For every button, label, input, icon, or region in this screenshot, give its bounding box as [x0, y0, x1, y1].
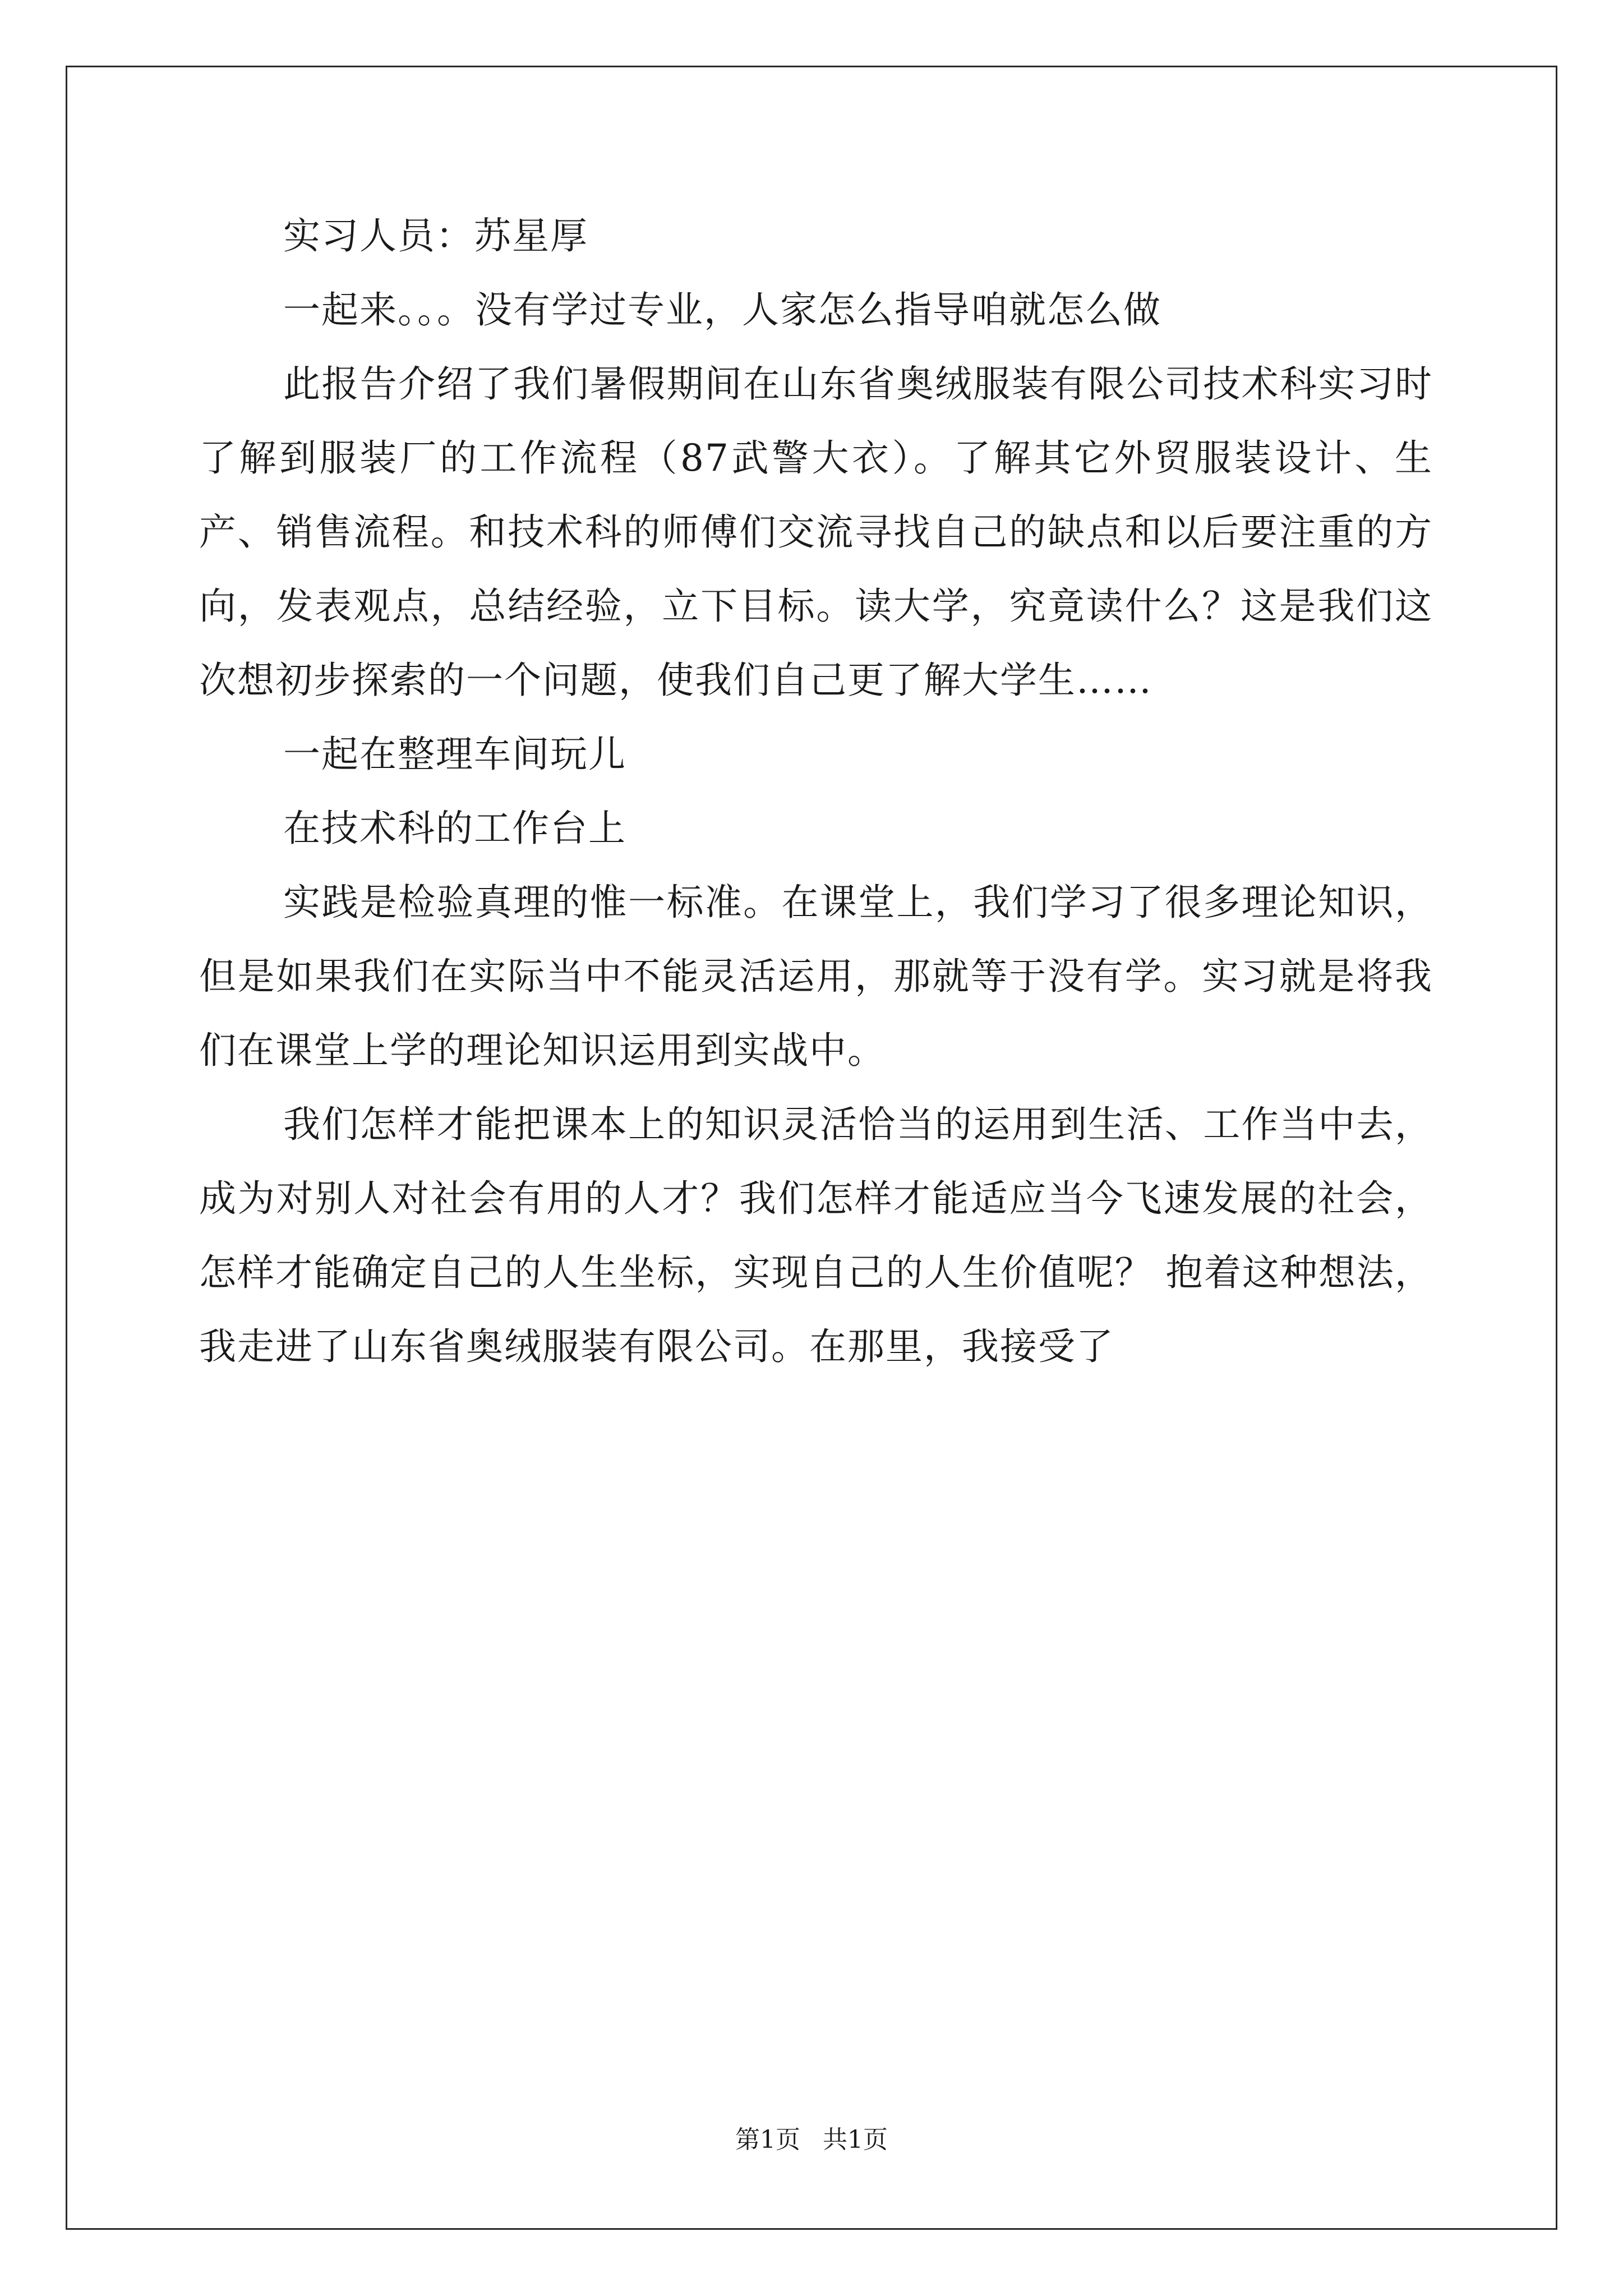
paragraph-intern-name: 实习人员：苏星厚: [283, 214, 588, 257]
page-total: 共1页: [823, 2125, 888, 2154]
paragraph-caption-workshop: 一起在整理车间玩儿: [283, 733, 626, 776]
paragraph-how-to-apply: 我们怎样才能把课本上的知识灵活恰当的运用到生活、工作当中去，成为对别人对社会有用的人才？我们怎样才能适应当今飞速发展的社会，怎样才能确定自己的人生坐标，实现自己的人生价值呢？ 抱着这种想法，我走进了山东省奥绒服装有限公司。在那里，我接受了: [199, 1103, 1433, 1368]
page-number: 第1页: [735, 2125, 800, 2154]
page-footer: [0, 2123, 1623, 2157]
paragraph-report-intro: 此报告介绍了我们暑假期间在山东省奥绒服装有限公司技术科实习时了解到服装厂的工作流程（87武警大衣）。了解其它外贸服装设计、生产、销售流程。和技术科的师傅们交流寻找自己的缺点和以后要注重的方向，发表观点，总结经验，立下目标。读大学，究竟读什么？这是我们这次想初步探索的一个问题，使我们自己更了解大学生……: [199, 362, 1433, 702]
document-body: [199, 199, 1433, 1384]
paragraph-caption-together: 一起来。。。没有学过专业，人家怎么指导咱就怎么做: [283, 288, 1161, 332]
paragraph-practice-truth: 实践是检验真理的惟一标准。在课堂上，我们学习了很多理论知识，但是如果我们在实际当中不能灵活运用，那就等于没有学。实习就是将我们在课堂上学的理论知识运用到实战中。: [199, 881, 1433, 1072]
paragraph-caption-workbench: 在技术科的工作台上: [283, 807, 626, 850]
